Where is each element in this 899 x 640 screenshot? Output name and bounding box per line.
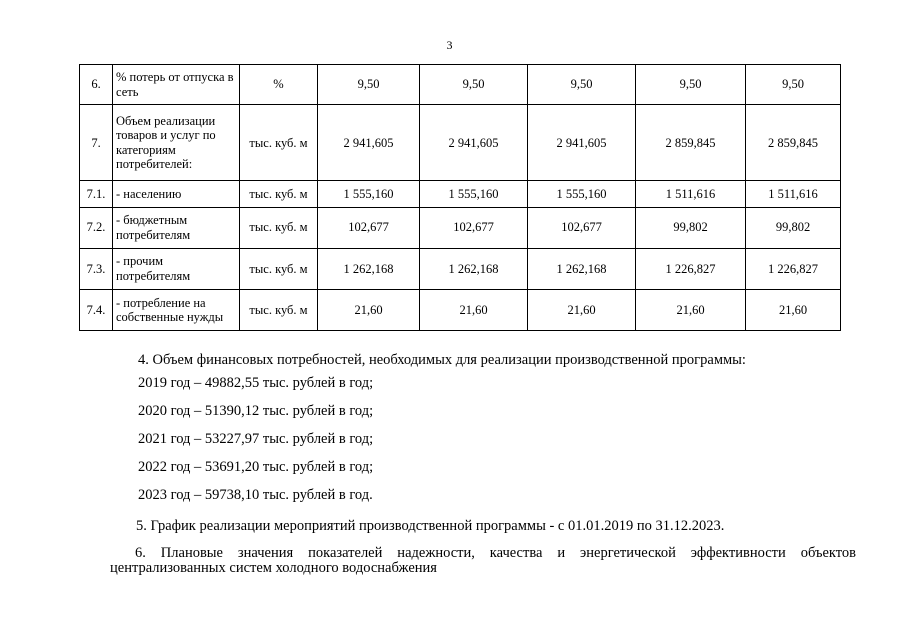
value-cell: 9,50 xyxy=(420,65,528,105)
value-cell: 21,60 xyxy=(636,289,746,330)
table-row xyxy=(80,65,841,105)
value-cell: 99,802 xyxy=(636,207,746,248)
value-cell: 1 262,168 xyxy=(420,248,528,289)
table-row xyxy=(80,289,841,330)
unit-cell: тыс. куб. м xyxy=(240,207,318,248)
value-cell: 21,60 xyxy=(420,289,528,330)
value-cell: 21,60 xyxy=(746,289,841,330)
finance-line-2019: 2019 год – 49882,55 тыс. рублей в год; xyxy=(138,375,374,391)
value-cell: 102,677 xyxy=(528,207,636,248)
value-cell: 1 555,160 xyxy=(528,181,636,207)
value-cell: 9,50 xyxy=(636,65,746,105)
value-cell: 2 941,605 xyxy=(318,105,420,181)
unit-cell: тыс. куб. м xyxy=(240,289,318,330)
value-cell: 2 941,605 xyxy=(420,105,528,181)
value-cell: 21,60 xyxy=(318,289,420,330)
indicator-name-cell: Объем реализации товаров и услуг по категориям потребителей: xyxy=(113,105,240,181)
finance-line-2022: 2022 год – 53691,20 тыс. рублей в год; xyxy=(138,459,374,475)
value-cell: 21,60 xyxy=(528,289,636,330)
row-number-cell: 6. xyxy=(80,65,113,105)
finance-line-2020: 2020 год – 51390,12 тыс. рублей в год; xyxy=(138,403,374,419)
value-cell: 1 555,160 xyxy=(420,181,528,207)
page-number: 3 xyxy=(446,38,453,52)
row-number-cell: 7. xyxy=(80,105,113,181)
table-row xyxy=(80,248,841,289)
value-cell: 1 226,827 xyxy=(636,248,746,289)
value-cell: 9,50 xyxy=(746,65,841,105)
indicator-name-cell: - прочим потребителям xyxy=(113,248,240,289)
finance-line-2023: 2023 год – 59738,10 тыс. рублей в год. xyxy=(138,487,373,503)
value-cell: 1 262,168 xyxy=(528,248,636,289)
unit-cell: тыс. куб. м xyxy=(240,181,318,207)
value-cell: 1 262,168 xyxy=(318,248,420,289)
value-cell: 2 859,845 xyxy=(746,105,841,181)
value-cell: 99,802 xyxy=(746,207,841,248)
value-cell: 1 511,616 xyxy=(746,181,841,207)
value-cell: 1 226,827 xyxy=(746,248,841,289)
value-cell: 2 859,845 xyxy=(636,105,746,181)
finance-line-2021: 2021 год – 53227,97 тыс. рублей в год; xyxy=(138,431,374,447)
indicators-table xyxy=(79,64,841,331)
section-5-text: 5. График реализации мероприятий производственной программы - с 01.01.2019 по 31.12.2023. xyxy=(136,518,725,534)
unit-cell: % xyxy=(240,65,318,105)
table-row xyxy=(80,105,841,181)
row-number-cell: 7.4. xyxy=(80,289,113,330)
value-cell: 9,50 xyxy=(528,65,636,105)
value-cell: 1 555,160 xyxy=(318,181,420,207)
row-number-cell: 7.1. xyxy=(80,181,113,207)
unit-cell: тыс. куб. м xyxy=(240,248,318,289)
section-4-heading: 4. Объем финансовых потребностей, необходимых для реализации производственной программы: xyxy=(138,352,746,368)
row-number-cell: 7.2. xyxy=(80,207,113,248)
table-row xyxy=(80,207,841,248)
unit-cell: тыс. куб. м xyxy=(240,105,318,181)
table-row xyxy=(80,181,841,207)
value-cell: 1 511,616 xyxy=(636,181,746,207)
indicator-name-cell: - населению xyxy=(113,181,240,207)
row-number-cell: 7.3. xyxy=(80,248,113,289)
value-cell: 2 941,605 xyxy=(528,105,636,181)
indicator-name-cell: - бюджетным потребителям xyxy=(113,207,240,248)
value-cell: 102,677 xyxy=(420,207,528,248)
indicator-name-cell: % потерь от отпуска в сеть xyxy=(113,65,240,105)
section-6-text: 6. Плановые значения показателей надежности, качества и энергетической эффективности объектов централизованных систем холодного водоснабжения xyxy=(110,545,856,576)
indicator-name-cell: - потребление на собственные нужды xyxy=(113,289,240,330)
value-cell: 9,50 xyxy=(318,65,420,105)
value-cell: 102,677 xyxy=(318,207,420,248)
